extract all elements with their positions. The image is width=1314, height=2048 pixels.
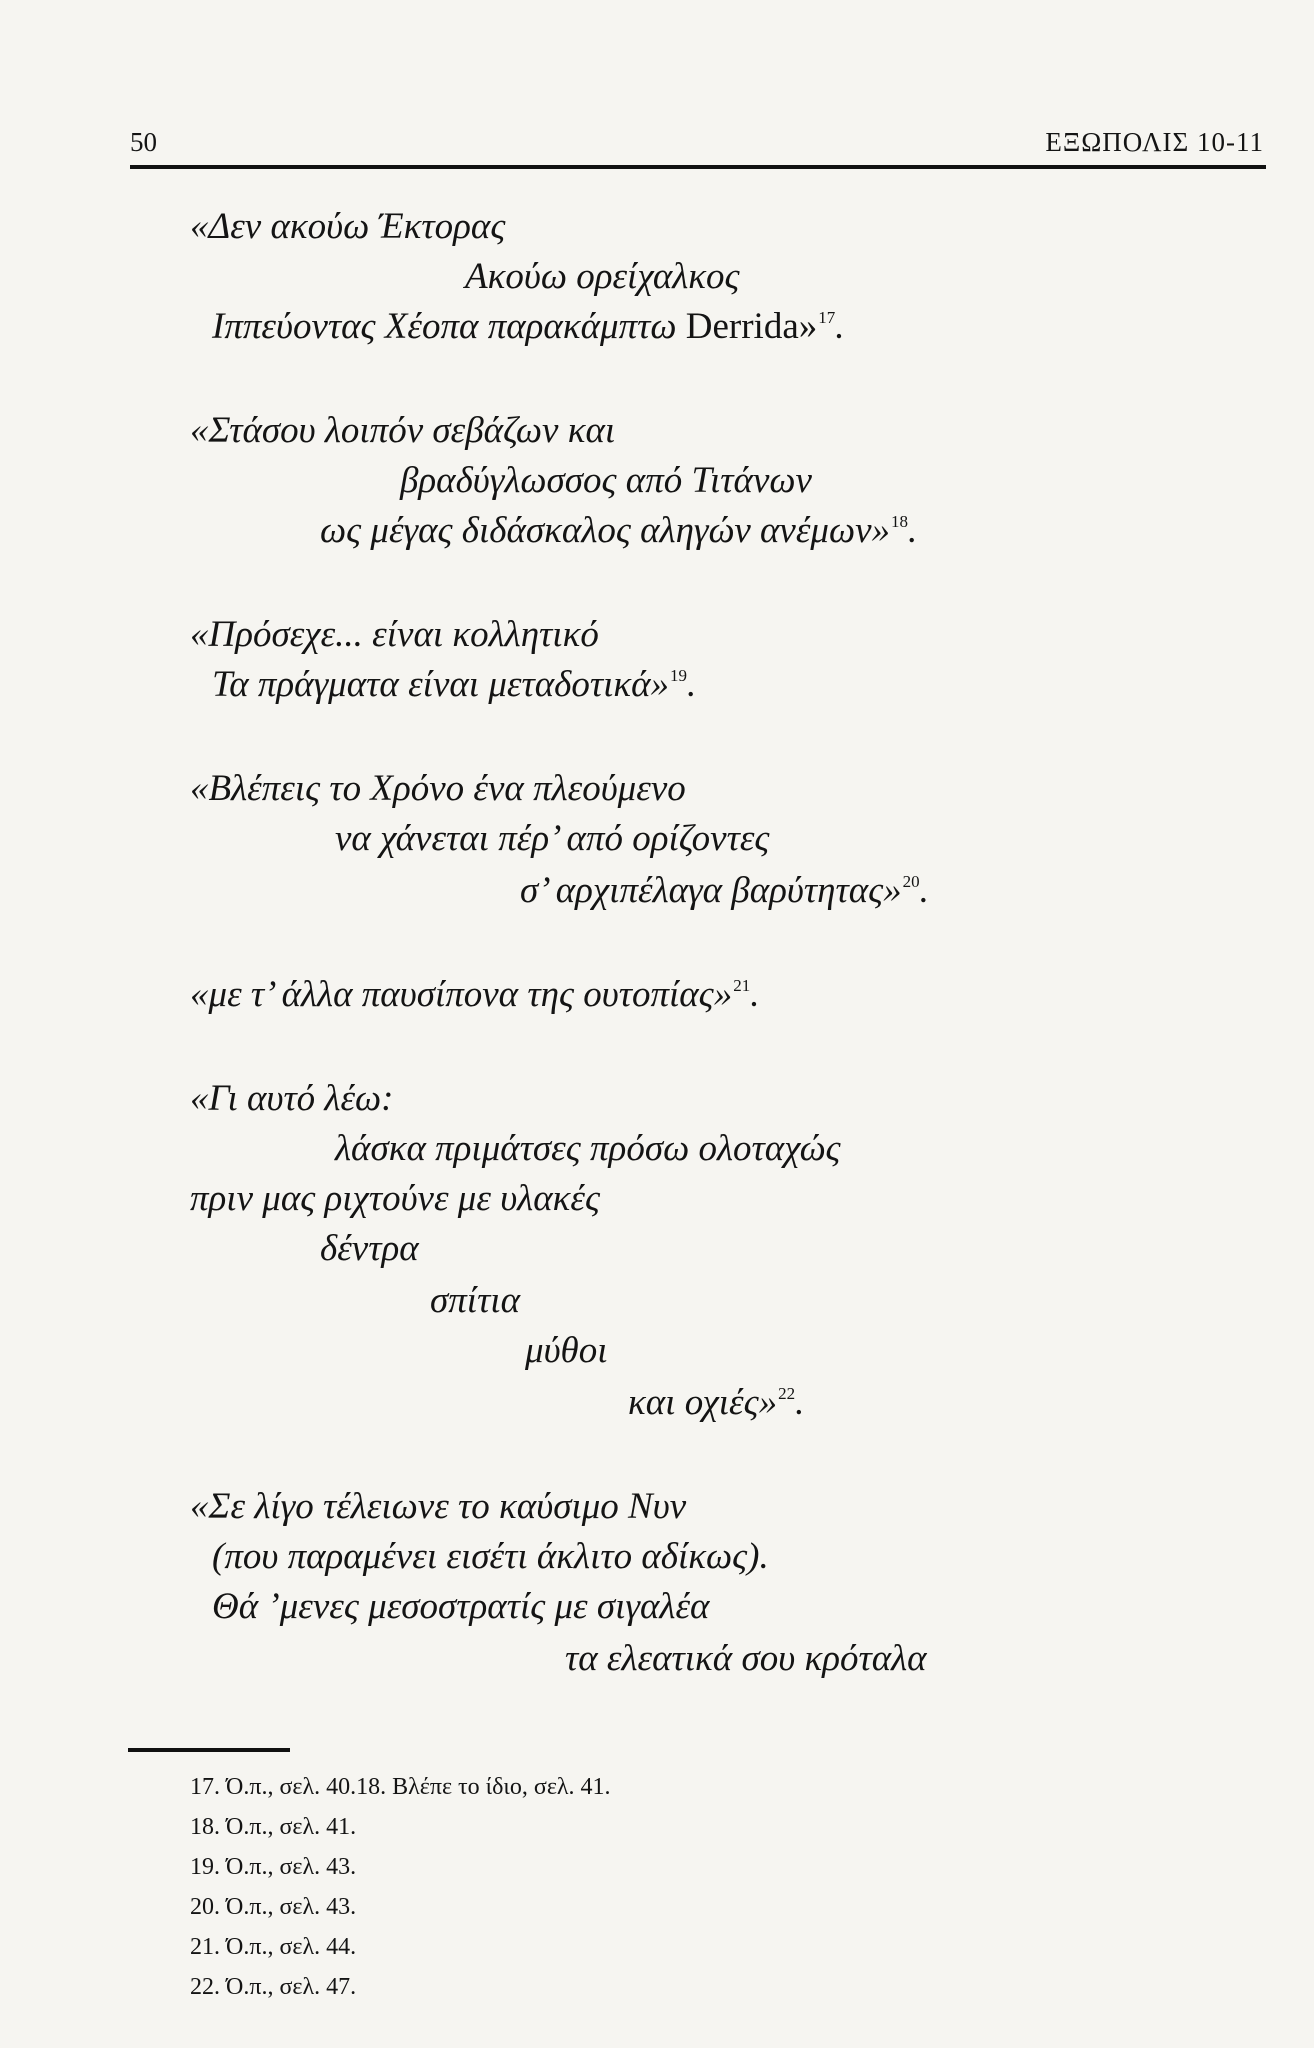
footnote-rule [128,1748,290,1752]
footnote-ref: 18 [891,512,909,531]
poem-line: Τα πράγματα είναι μεταδοτικά»$^{19}$. [212,664,697,705]
poem-line: σπίτια [430,1280,521,1321]
poem-line: ως μέγας διδάσκαλος αληγών ανέμων»$^{18}$. [320,510,918,551]
journal-title: ΕΞΩΠΟΛΙΣ 10-11 [1045,127,1264,157]
poem-line: Θά ’μενες μεσοστρατίς με σιγαλέα [212,1586,710,1627]
footnote-ref: 22 [778,1384,796,1403]
poem-line: «Βλέπεις το Χρόνο ένα πλεούμενο [190,768,686,809]
poem-line: δέντρα [320,1228,419,1269]
header-rule [130,165,1266,169]
footnote-ref: 17 [818,308,836,327]
poem-line: «Γι αυτό λέω: [190,1078,394,1119]
footnote: 17. Ό.π., σελ. 40.18. Βλέπε το ίδιο, σελ. 41. [190,1774,611,1800]
poem-line: βραδύγλωσσος από Τιτάνων [400,460,812,501]
poem-line: «με τ’ άλλα παυσίπονα της ουτοπίας»$^{21}$. [190,974,760,1015]
poem-line: «Δεν ακούω Έκτορας [190,206,506,247]
footnote: 20. Ό.π., σελ. 43. [190,1894,357,1920]
poem-line: σ’ αρχιπέλαγα βαρύτητας»$^{20}$. [520,870,929,911]
poem-line: και οχιές»$^{22}$. [628,1382,805,1423]
footnote: 21. Ό.π., σελ. 44. [190,1934,357,1960]
footnote: 22. Ό.π., σελ. 47. [190,1974,357,2000]
poem-line: να χάνεται πέρ’ από ορίζοντες [335,818,770,859]
page-number: 50 [130,127,157,157]
poem-line: μύθοι [525,1330,608,1371]
footnote: 19. Ό.π., σελ. 43. [190,1854,357,1880]
poem-line: «Πρόσεχε... είναι κολλητικό [190,614,599,655]
footnote: 18. Ό.π., σελ. 41. [190,1814,357,1840]
poem-line: Ακούω ορείχαλκος [465,256,740,297]
footnote-ref: 20 [902,872,920,891]
footnote-ref: 19 [670,666,688,685]
poem-line: τα ελεατικά σου κρόταλα [565,1638,927,1679]
poem-line: «Στάσου λοιπόν σεβάζων και [190,410,616,451]
poem-line: «Σε λίγο τέλειωνε το καύσιμο Νυν [190,1486,687,1527]
poem-line: Ιππεύοντας Χέοπα παρακάμπτω Derrida»$^{17}$. [212,306,845,347]
poem-line: (που παραμένει εισέτι άκλιτο αδίκως). [212,1536,769,1577]
poem-line: λάσκα πριμάτσες πρόσω ολοταχώς [335,1128,841,1169]
poem-line: πριν μας ριχτούνε με υλακές [190,1178,600,1219]
footnote-ref: 21 [733,976,751,995]
